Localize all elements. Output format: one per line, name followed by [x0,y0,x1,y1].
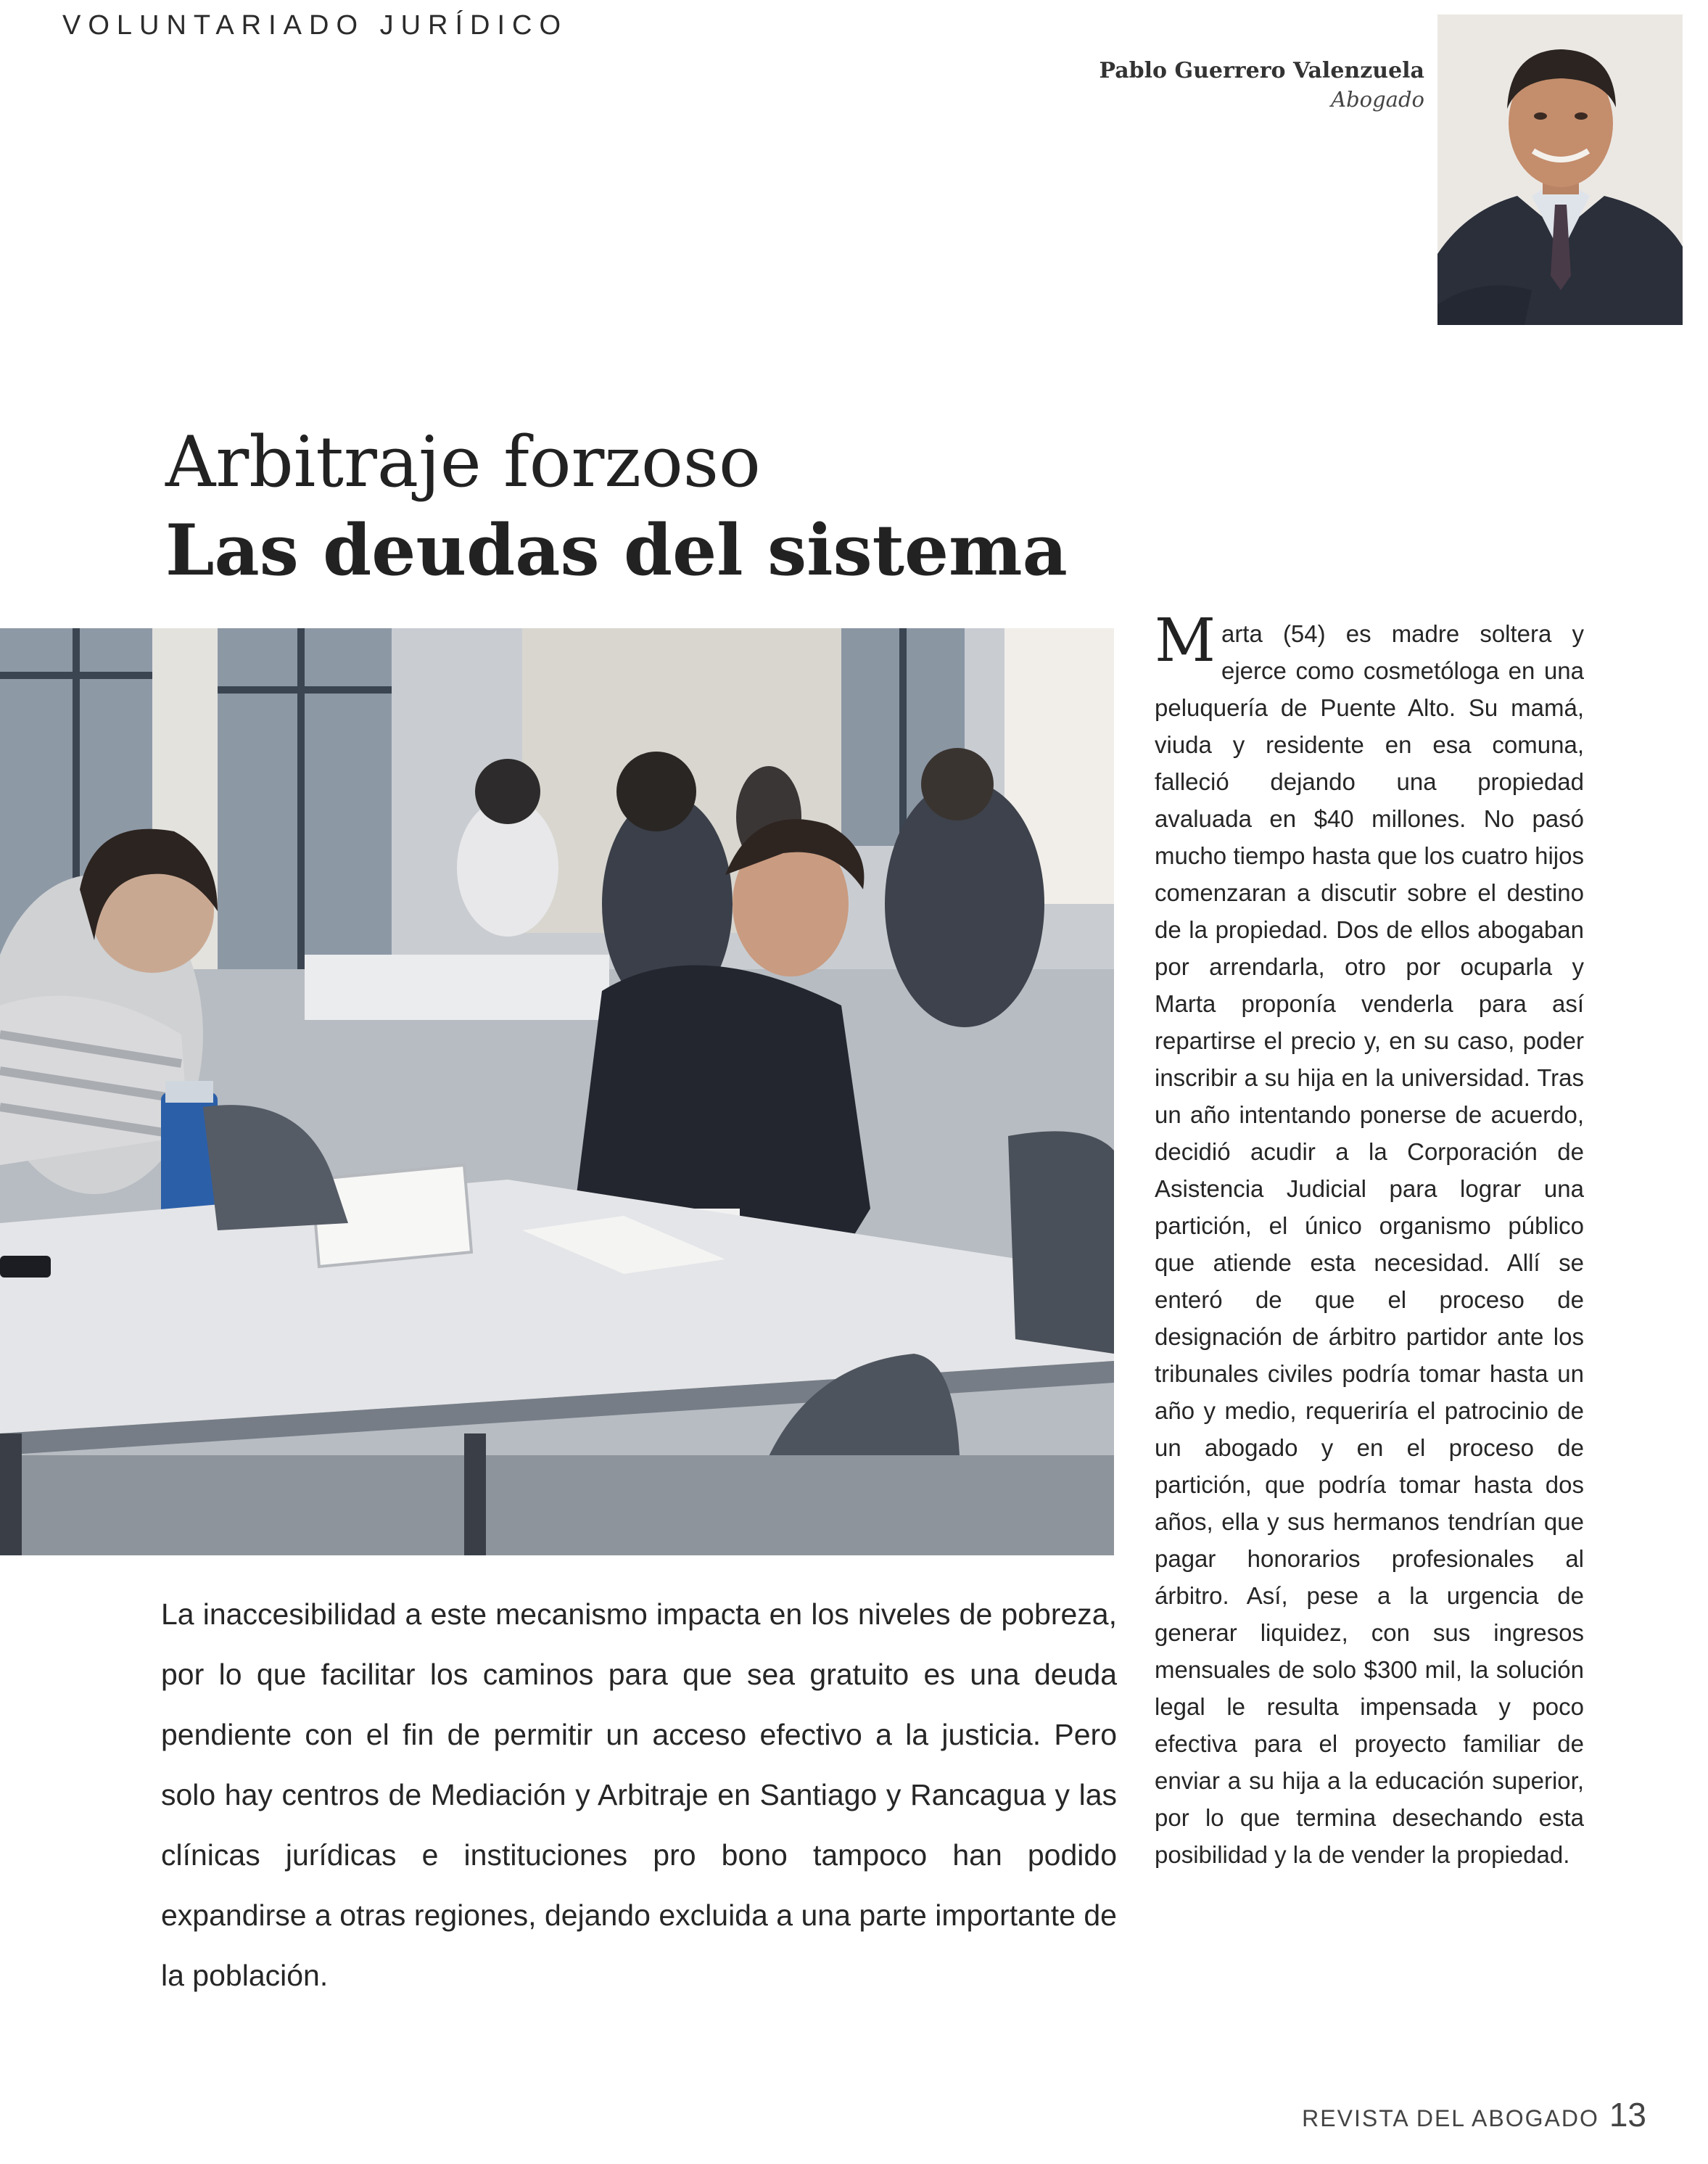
article-body [1155,606,1584,1873]
photo-illustration [0,628,1114,1555]
publication-name: REVISTA DEL ABOGADO [1302,2105,1599,2131]
author-portrait [1437,15,1683,325]
author-byline [1001,57,1424,113]
author-role: Abogado [1331,87,1424,112]
headline-line-1: Arbitraje forzoso [165,421,761,503]
section-header: VOLUNTARIADO JURÍDICO [62,10,569,41]
portrait-illustration [1437,15,1683,325]
headline-line-2: Las deudas del sistema [165,509,1068,591]
article-body-text: arta (54) es madre soltera y ejerce como cosmetóloga en una peluquería de Puente Alto. Su mamá, viuda y residente en esa comuna, falleció dejando una propiedad avaluada en $40 millones. No pasó mucho tiempo hasta que los cuatro hijos comenzaran a discutir sobre el destino de la propiedad. Dos de ellos abogaban por arrendarla, otro por ocuparla y Marta proponía venderla para así repartirse el precio y, en su caso, poder inscribir a su hija en la universidad. Tras un año intentando ponerse de acuerdo, decidió acudir a la Corporación de Asistencia Judicial para lograr una partición, el único organismo público que atiende esta necesidad. Allí se enteró de que el proceso de designación de árbitro partidor ante los tribunales civiles podría tomar hasta un año y medio, requeriría el patrocinio de un abogado y en el proceso de partición, que podría tomar hasta dos años, ella y sus hermanos tendrían que pagar honorarios profesionales al árbitro. Así, pese a la urgencia de generar liquidez, con sus ingresos mensuales de solo $300 mil, la solución legal le resulta impensada y poco efectiva para el proyecto familiar de enviar a su hija a la educación superior, por lo que termina desechando esta posibilidad y la de vender la propiedad. [1155,620,1584,1868]
article-lead: La inaccesibilidad a este mecanismo impacta en los niveles de pobreza, por lo que facilitar los caminos para que sea gratuito es una deuda pendiente con el fin de permitir un acceso efectivo a la justicia. Pero solo hay centros de Mediación y Arbitraje en Santiago y Rancagua y las clínicas jurídicas e instituciones pro bono tampoco han podido expandirse a otras regiones, dejando excluida a una parte importante de la población. [161,1597,1117,1992]
page-number: 13 [1609,2096,1646,2134]
article-headline [165,419,1181,595]
author-name: Pablo Guerrero Valenzuela [1099,58,1424,83]
article-photo [0,628,1114,1555]
dropcap: M [1155,606,1216,675]
page-footer [1233,2095,1646,2134]
